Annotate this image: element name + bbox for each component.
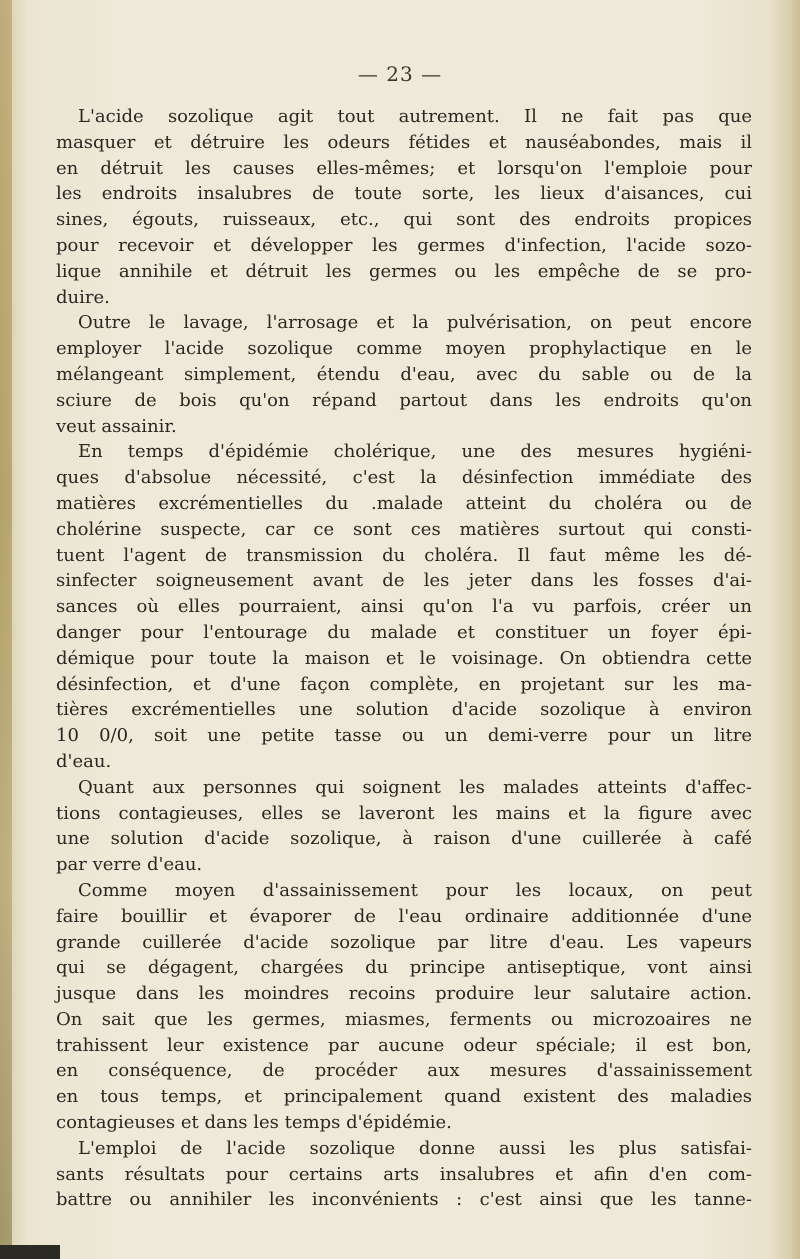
page-number: — 23 — [357, 62, 443, 86]
text-line: masquer et détruire les odeurs fétides et nauséabondes, mais il [56, 131, 752, 153]
text-line: Comme moyen d'assainissement pour les locaux, on peut [78, 879, 752, 901]
text-line: les endroits insalubres de toute sorte, les lieux d'aisances, cui [56, 183, 752, 205]
text-line: tières excrémentielles une solution d'acide sozolique à environ [56, 699, 752, 721]
text-line: une solution d'acide sozolique, à raison d'une cuillerée à café [56, 828, 752, 850]
text-line: sants résultats pour certains arts insalubres et afin d'en com- [56, 1163, 752, 1185]
text-line: battre ou annihiler les inconvénients : c'est ainsi que les tanne- [56, 1189, 752, 1211]
text-line: par verre d'eau. [56, 854, 203, 876]
text-line: Quant aux personnes qui soignent les malades atteints d'affec- [78, 776, 752, 798]
text-line: grande cuillerée d'acide sozolique par litre d'eau. Les vapeurs [56, 931, 752, 953]
text-line: désinfection, et d'une façon complète, en projetant sur les ma- [56, 673, 752, 695]
text-line: Outre le lavage, l'arrosage et la pulvérisation, on peut encore [78, 312, 752, 334]
text-line: en conséquence, de procéder aux mesures d'assainissement [56, 1060, 752, 1082]
text-line: en détruit les causes elles-mêmes; et lorsqu'on l'emploie pour [56, 157, 752, 179]
text-line: On sait que les germes, miasmes, ferments ou microzoaires ne [56, 1008, 752, 1030]
text-line: veut assainir. [56, 415, 177, 437]
text-line: duire. [56, 286, 110, 308]
text-line: lique annihile et détruit les germes ou les empêche de se pro- [56, 260, 752, 282]
text-line: qui se dégagent, chargées du principe antiseptique, vont ainsi [56, 957, 752, 979]
text-line: matières excrémentielles du .malade atteint du choléra ou de [56, 492, 752, 514]
text-line: pour recevoir et développer les germes d'infection, l'acide sozo- [56, 234, 752, 256]
page-binding-edge [0, 0, 12, 1259]
text-line: danger pour l'entourage du malade et constituer un foyer épi- [56, 621, 752, 643]
text-line: 10 0/0, soit une petite tasse ou un demi-verre pour un litre [56, 725, 752, 747]
text-line: en tous temps, et principalement quand existent des maladies [56, 1086, 752, 1108]
text-line: d'eau. [56, 750, 112, 772]
text-line: employer l'acide sozolique comme moyen prophylactique en le [56, 338, 752, 360]
text-line: contagieuses et dans les temps d'épidémie. [56, 1112, 452, 1134]
text-line: sines, égouts, ruisseaux, etc., qui sont des endroits propices [56, 209, 752, 231]
text-line: mélangeant simplement, étendu d'eau, avec du sable ou de la [56, 363, 752, 385]
text-line: sances où elles pourraient, ainsi qu'on l'a vu parfois, créer un [56, 596, 752, 618]
text-line: trahissent leur existence par aucune odeur spéciale; il est bon, [56, 1034, 752, 1056]
text-line: cholérine suspecte, car ce sont ces matières surtout qui consti- [56, 518, 752, 540]
text-line: sciure de bois qu'on répand partout dans les endroits qu'on [56, 389, 752, 411]
body-text [56, 104, 752, 1213]
text-line: En temps d'épidémie cholérique, une des mesures hygiéni- [78, 441, 752, 463]
text-line: faire bouillir et évaporer de l'eau ordinaire additionnée d'une [56, 905, 752, 927]
text-line: ques d'absolue nécessité, c'est la désinfection immédiate des [56, 467, 752, 489]
text-line: tions contagieuses, elles se laveront les mains et la figure avec [56, 802, 752, 824]
text-line: L'emploi de l'acide sozolique donne aussi les plus satisfai- [78, 1137, 752, 1159]
text-line: L'acide sozolique agit tout autrement. Il ne fait pas que [78, 106, 752, 127]
text-line: jusque dans les moindres recoins produire leur salutaire action. [56, 983, 752, 1005]
text-line: tuent l'agent de transmission du choléra. Il faut même les dé- [56, 544, 752, 566]
text-line: sinfecter soigneusement avant de les jeter dans les fosses d'ai- [56, 570, 752, 592]
scan-edge-shadow [0, 1245, 60, 1259]
text-line: démique pour toute la maison et le voisinage. On obtiendra cette [56, 647, 752, 669]
